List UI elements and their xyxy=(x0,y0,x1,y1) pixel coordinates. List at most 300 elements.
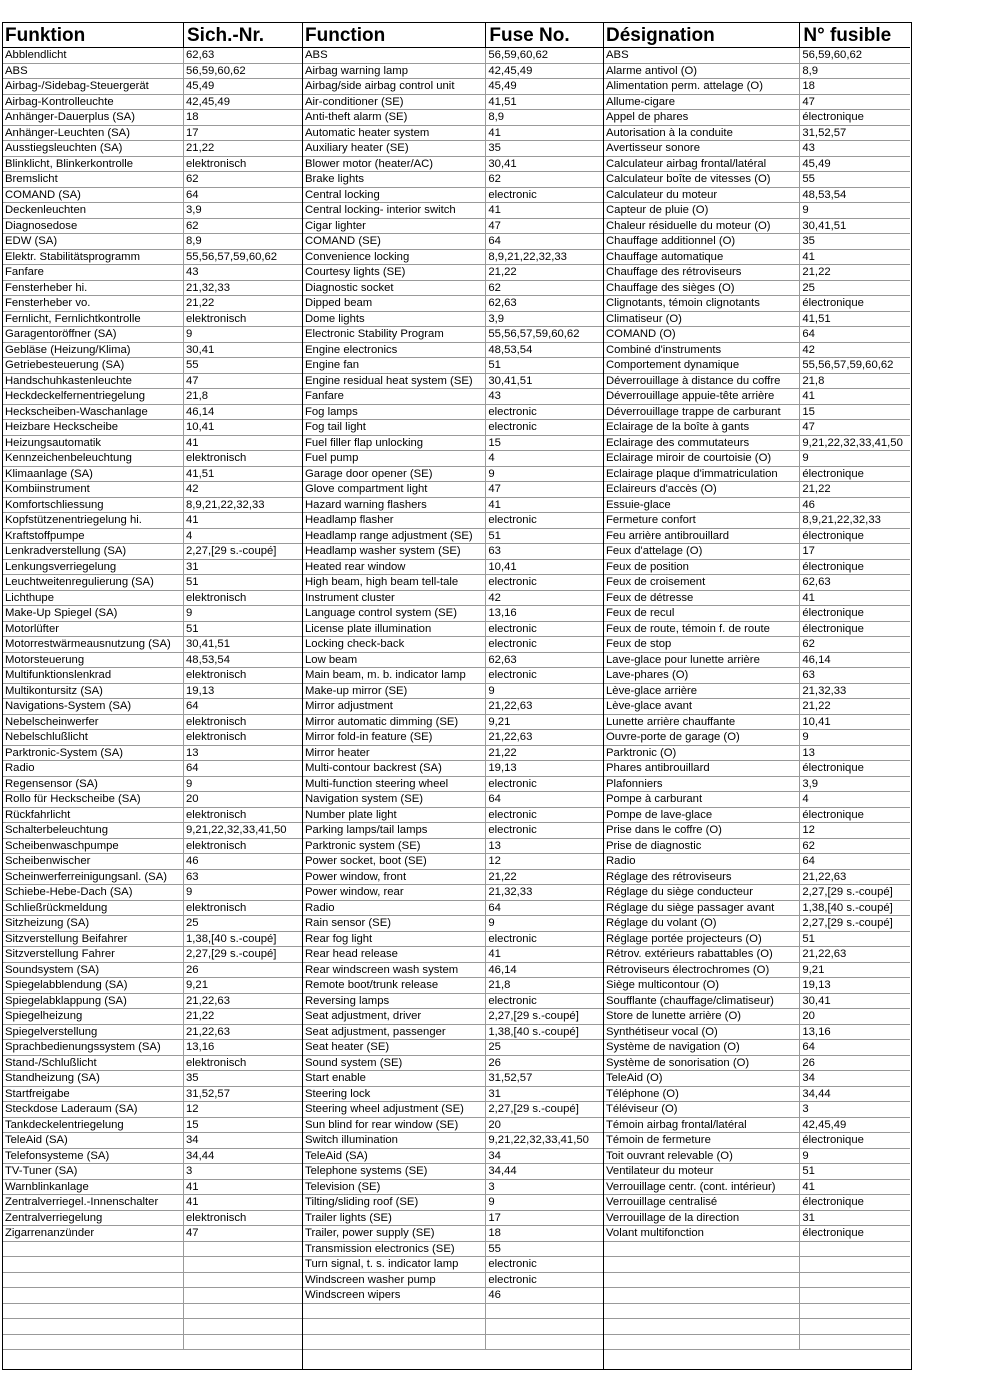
table-row xyxy=(303,715,603,731)
function-cell xyxy=(3,1288,183,1303)
fuse-number-cell xyxy=(183,1288,302,1303)
function-cell: COMAND (O) xyxy=(606,328,676,340)
table-row xyxy=(604,1133,910,1149)
table-row xyxy=(3,358,302,374)
function-cell: Central locking xyxy=(305,188,380,201)
fuse-number-cell: 18 xyxy=(485,1226,603,1241)
fuse-number-cell: 18 xyxy=(183,110,302,125)
fuse-number-cell: électronique xyxy=(799,1195,910,1210)
table-row xyxy=(604,777,910,793)
function-cell: Klimaanlage (SA) xyxy=(5,467,93,480)
fuse-number-cell: 30,41 xyxy=(485,157,603,172)
function-cell: Motorsteuerung xyxy=(5,653,85,666)
fuse-number-cell: 8,9,21,22,32,33 xyxy=(183,498,302,513)
function-cell: Brake lights xyxy=(305,173,365,185)
table-row xyxy=(3,172,302,188)
table-row xyxy=(3,932,302,948)
function-cell: Cigar lighter xyxy=(305,219,366,232)
function-cell: Heated rear window xyxy=(305,560,406,573)
function-cell: Switch illumination xyxy=(305,1134,398,1146)
fuse-number-cell: 13 xyxy=(183,746,302,761)
fuse-number-cell: 46,14 xyxy=(485,963,603,978)
fuse-number-cell xyxy=(799,1273,910,1288)
table-row xyxy=(604,467,910,483)
header-row xyxy=(604,23,910,48)
fuse-number-cell: 41 xyxy=(485,947,603,962)
table-row xyxy=(303,746,603,762)
table-row xyxy=(604,48,910,64)
fuse-number-cell: 64 xyxy=(183,188,302,203)
function-cell: Garage door opener (SE) xyxy=(305,467,433,480)
fuse-number-cell: electronic xyxy=(485,777,603,792)
header-function: Funktion xyxy=(5,25,86,46)
function-cell: Lenkradverstellung (SA) xyxy=(5,545,127,557)
table-row xyxy=(3,126,302,142)
table-row xyxy=(3,1087,302,1103)
function-cell: Sitzverstellung Fahrer xyxy=(5,948,115,960)
table-row xyxy=(604,823,910,839)
function-cell: Start enable xyxy=(305,1072,366,1084)
function-cell: Spiegelabblendung (SA) xyxy=(5,979,128,991)
fuse-number-cell: 41 xyxy=(183,1180,302,1195)
fuse-number-cell: 41,51 xyxy=(183,467,302,482)
table-row xyxy=(303,761,603,777)
table-row xyxy=(604,343,910,359)
function-cell: Anhänger-Leuchten (SA) xyxy=(5,126,130,139)
function-cell: Déverrouillage appuie-tête arrière xyxy=(606,390,775,402)
function-cell: EDW (SA) xyxy=(5,235,58,247)
function-cell: Instrument cluster xyxy=(305,591,395,604)
function-cell: Seat adjustment, driver xyxy=(305,1010,422,1022)
table-row xyxy=(303,343,603,359)
fuse-number-cell: 35 xyxy=(799,234,910,249)
table-row xyxy=(3,699,302,715)
function-cell: Turn signal, t. s. indicator lamp xyxy=(305,1258,459,1270)
function-cell: Zigarrenanzünder xyxy=(5,1227,95,1239)
function-cell: Alarme antivol (O) xyxy=(606,64,698,77)
table-row xyxy=(303,885,603,901)
function-cell: Automatic heater system xyxy=(305,126,430,139)
table-row xyxy=(303,901,603,917)
function-cell: Deckenleuchten xyxy=(5,204,87,216)
table-row xyxy=(604,1211,910,1227)
function-cell: Gebläse (Heizung/Klima) xyxy=(5,343,131,356)
table-row xyxy=(3,1149,302,1165)
function-cell: Chaleur résiduelle du moteur (O) xyxy=(606,219,771,232)
function-cell: Remote boot/trunk release xyxy=(305,979,439,991)
fuse-number-cell: 62,63 xyxy=(183,48,302,63)
fuse-number-cell: 25 xyxy=(799,281,910,296)
function-cell: Verrouillage centr. (cont. intérieur) xyxy=(606,1180,776,1193)
function-cell: Eclairage des commutateurs xyxy=(606,436,750,449)
fuse-number-cell: 25 xyxy=(485,1040,603,1055)
fuse-number-cell: électronique xyxy=(799,1133,910,1148)
fuse-number-cell: 30,41,51 xyxy=(183,637,302,652)
fuse-number-cell: 46 xyxy=(183,854,302,869)
fuse-number-cell: 46 xyxy=(485,1288,603,1303)
table-row xyxy=(303,1257,603,1273)
table-row xyxy=(604,64,910,80)
fuse-number-cell: 46 xyxy=(799,498,910,513)
function-cell: Navigation system (SE) xyxy=(305,793,424,805)
table-row xyxy=(3,1071,302,1087)
function-cell: Heckdeckelfernentriegelung xyxy=(5,390,146,402)
fuse-number-cell: 42 xyxy=(183,482,302,497)
function-cell: Téléphone (O) xyxy=(606,1087,679,1100)
function-cell: Radio xyxy=(606,855,636,867)
table-row xyxy=(604,420,910,436)
function-cell: Glove compartment light xyxy=(305,483,428,495)
function-cell: Fensterheber vo. xyxy=(5,297,91,309)
fuse-number-cell xyxy=(485,1319,603,1334)
table-row xyxy=(3,250,302,266)
table-row xyxy=(604,250,910,266)
table-row xyxy=(303,265,603,281)
function-cell: Engine fan xyxy=(305,359,360,371)
function-cell: Bremslicht xyxy=(5,173,58,185)
fuse-number-cell: 21,22,63 xyxy=(183,994,302,1009)
rows-english xyxy=(303,48,603,1369)
function-cell: Témoin de fermeture xyxy=(606,1134,711,1146)
fuse-number-cell: 34,44 xyxy=(799,1087,910,1102)
table-row xyxy=(303,281,603,297)
fuse-number-cell: elektronisch xyxy=(183,157,302,172)
table-row xyxy=(3,141,302,157)
function-cell: Rear fog light xyxy=(305,932,373,945)
function-cell: Réglage du siège passager avant xyxy=(606,901,775,914)
fuse-number-cell: 21,22,63 xyxy=(183,1025,302,1040)
fuse-number-cell: électronique xyxy=(799,761,910,776)
table-row xyxy=(3,653,302,669)
table-row xyxy=(3,374,302,390)
fuse-number-cell: 4 xyxy=(183,529,302,544)
fuse-number-cell: electronic xyxy=(485,823,603,838)
function-cell: Chauffage des sièges (O) xyxy=(606,281,735,294)
table-row xyxy=(604,234,910,250)
empty-row xyxy=(604,1304,910,1320)
function-cell: Chauffage des rétroviseurs xyxy=(606,266,742,278)
function-cell: Kombiinstrument xyxy=(5,483,90,495)
fuse-number-cell: électronique xyxy=(799,296,910,311)
fuse-number-cell: 51 xyxy=(183,575,302,590)
fuse-number-cell: 47 xyxy=(183,1226,302,1241)
table-row xyxy=(303,653,603,669)
function-cell xyxy=(303,1335,485,1350)
function-cell: Multi-contour backrest (SA) xyxy=(305,762,442,774)
function-cell: Verrouillage de la direction xyxy=(606,1211,740,1224)
function-cell: Radio xyxy=(305,901,335,914)
function-cell: Nebelscheinwerfer xyxy=(5,715,99,728)
table-row xyxy=(604,792,910,808)
fuse-number-cell: 30,41,51 xyxy=(799,219,910,234)
fuse-number-cell: 64 xyxy=(799,327,910,342)
function-cell: Ventilateur du moteur xyxy=(606,1165,714,1177)
function-cell: Sitzheizung (SA) xyxy=(5,917,90,929)
function-cell: Feux de stop xyxy=(606,638,672,650)
function-cell: Fermeture confort xyxy=(606,514,696,526)
table-row xyxy=(604,963,910,979)
function-cell: Chauffage additionnel (O) xyxy=(606,235,736,247)
empty-row xyxy=(604,1288,910,1304)
function-cell: Réglage du volant (O) xyxy=(606,917,717,929)
table-row xyxy=(303,1180,603,1196)
fuse-number-cell: 64 xyxy=(485,234,603,249)
function-cell: Getriebesteuerung (SA) xyxy=(5,359,125,371)
function-cell: Téléviseur (O) xyxy=(606,1103,678,1115)
table-row xyxy=(303,1195,603,1211)
table-row xyxy=(303,870,603,886)
fuse-number-cell: 45,49 xyxy=(485,79,603,94)
table-row xyxy=(604,529,910,545)
table-row xyxy=(604,761,910,777)
fuse-number-cell xyxy=(183,1304,302,1319)
table-row xyxy=(604,1040,910,1056)
table-row xyxy=(604,1056,910,1072)
fuse-number-cell: 31,52,57 xyxy=(485,1071,603,1086)
fuse-number-cell: 35 xyxy=(183,1071,302,1086)
table-row xyxy=(3,343,302,359)
table-row xyxy=(303,1211,603,1227)
fuse-number-cell: 8,9,21,22,32,33 xyxy=(485,250,603,265)
function-cell: Lenkungsverriegelung xyxy=(5,560,117,573)
function-cell: Store de lunette arrière (O) xyxy=(606,1010,741,1022)
fuse-number-cell: elektronisch xyxy=(183,451,302,466)
table-row xyxy=(3,1025,302,1041)
fuse-number-cell: 3,9 xyxy=(799,777,910,792)
function-cell: Nebelschlußlicht xyxy=(5,731,88,743)
empty-row xyxy=(604,1257,910,1273)
function-cell: Essuie-glace xyxy=(606,498,671,511)
function-cell: Radio xyxy=(5,762,35,774)
fuse-number-cell: 41,51 xyxy=(799,312,910,327)
table-row xyxy=(3,978,302,994)
function-cell: Synthétiseur vocal (O) xyxy=(606,1025,718,1038)
function-cell: Autorisation à la conduite xyxy=(606,126,733,139)
fuse-number-cell: 62 xyxy=(485,172,603,187)
table-row xyxy=(604,947,910,963)
table-row xyxy=(303,544,603,560)
fuse-number-cell: 19,13 xyxy=(183,684,302,699)
table-row xyxy=(3,668,302,684)
table-row xyxy=(604,513,910,529)
empty-row xyxy=(3,1319,302,1335)
table-row xyxy=(3,95,302,111)
function-cell xyxy=(604,1335,799,1350)
function-cell: Phares antibrouillard xyxy=(606,762,710,774)
fuse-number-cell: 2,27,[29 s.-coupé] xyxy=(183,947,302,962)
function-cell: Feux de détresse xyxy=(606,591,694,604)
function-cell: Verrouillage centralisé xyxy=(606,1196,718,1208)
function-cell: Fanfare xyxy=(5,266,44,278)
fuse-number-cell: 51 xyxy=(485,358,603,373)
function-cell: Air-conditioner (SE) xyxy=(305,95,404,108)
fuse-number-cell: elektronisch xyxy=(183,715,302,730)
table-row xyxy=(303,436,603,452)
function-cell: Headlamp washer system (SE) xyxy=(305,545,461,557)
fuse-number-cell: 48,53,54 xyxy=(183,653,302,668)
table-row xyxy=(303,358,603,374)
table-row xyxy=(604,653,910,669)
function-cell: Prise dans le coffre (O) xyxy=(606,824,722,836)
fuse-number-cell: 21,22 xyxy=(799,699,910,714)
function-cell: Steering wheel adjustment (SE) xyxy=(305,1103,464,1115)
function-cell: Réglage du siège conducteur xyxy=(606,886,753,898)
fuse-number-cell: 2,27,[29 s.-coupé] xyxy=(485,1102,603,1117)
function-cell: Anhänger-Dauerplus (SA) xyxy=(5,111,135,123)
fuse-number-cell: 43 xyxy=(485,389,603,404)
function-cell: Elektr. Stabilitätsprogramm xyxy=(5,250,140,263)
table-row xyxy=(303,1226,603,1242)
function-cell: Number plate light xyxy=(305,808,397,821)
table-row xyxy=(3,854,302,870)
table-row xyxy=(604,699,910,715)
function-cell: Avertisseur sonore xyxy=(606,142,700,154)
function-cell: Volant multifonction xyxy=(606,1227,704,1239)
table-row xyxy=(604,482,910,498)
fuse-number-cell: 1,38,[40 s.-coupé] xyxy=(799,901,910,916)
function-cell: ABS xyxy=(606,49,629,61)
table-row xyxy=(604,854,910,870)
fuse-number-cell xyxy=(799,1257,910,1272)
fuse-number-cell: 21,22 xyxy=(485,746,603,761)
fuse-number-cell: electronic xyxy=(485,668,603,683)
table-row xyxy=(604,544,910,560)
table-row xyxy=(3,885,302,901)
function-cell: Schiebe-Hebe-Dach (SA) xyxy=(5,886,133,898)
fuse-number-cell: electronic xyxy=(485,1257,603,1272)
fuse-number-cell: 21,22 xyxy=(183,141,302,156)
function-cell: Auxiliary heater (SE) xyxy=(305,142,409,154)
function-cell: Engine electronics xyxy=(305,343,398,356)
function-cell: Parktronic system (SE) xyxy=(305,839,421,852)
empty-row xyxy=(303,1304,603,1320)
fuse-number-cell: 21,22,63 xyxy=(799,947,910,962)
table-row xyxy=(3,870,302,886)
table-row xyxy=(3,1226,302,1242)
table-row xyxy=(3,1180,302,1196)
function-cell xyxy=(604,1242,799,1257)
fuse-number-cell: elektronisch xyxy=(183,901,302,916)
fuse-number-cell xyxy=(799,1304,910,1319)
function-cell: Zentralverriegel.-Innenschalter xyxy=(5,1196,159,1208)
table-row xyxy=(303,1056,603,1072)
function-cell: Mirror fold-in feature (SE) xyxy=(305,731,433,743)
fuse-number-cell: 42,45,49 xyxy=(183,95,302,110)
function-cell: Mirror heater xyxy=(305,746,370,759)
function-cell: Warnblinkanlage xyxy=(5,1180,89,1193)
table-row xyxy=(303,994,603,1010)
function-cell xyxy=(303,1319,485,1334)
function-cell: Anti-theft alarm (SE) xyxy=(305,111,408,123)
table-row xyxy=(604,1102,910,1118)
fuse-number-cell: 62,63 xyxy=(799,575,910,590)
table-row xyxy=(303,141,603,157)
function-cell: Kennzeichenbeleuchtung xyxy=(5,452,132,464)
fuse-number-cell: 9,21 xyxy=(799,963,910,978)
table-row xyxy=(604,901,910,917)
function-cell: Engine residual heat system (SE) xyxy=(305,374,473,387)
fuse-number-cell: 8,9 xyxy=(485,110,603,125)
table-row xyxy=(604,839,910,855)
fuse-number-cell: 62 xyxy=(799,839,910,854)
table-row xyxy=(604,808,910,824)
function-cell: Steering lock xyxy=(305,1087,371,1100)
table-row xyxy=(303,498,603,514)
function-cell: Dome lights xyxy=(305,312,365,325)
function-cell: TeleAid (O) xyxy=(606,1072,663,1084)
table-row xyxy=(3,1040,302,1056)
function-cell: Tankdeckelentriegelung xyxy=(5,1118,124,1131)
table-row xyxy=(303,1149,603,1165)
function-cell: Convenience locking xyxy=(305,250,410,263)
empty-row xyxy=(3,1273,302,1289)
fuse-number-cell: 62 xyxy=(799,637,910,652)
fuse-number-cell: 30,41,51 xyxy=(485,374,603,389)
function-cell: Blower motor (heater/AC) xyxy=(305,157,434,170)
fuse-number-cell: 55 xyxy=(485,1242,603,1257)
fuse-number-cell: 56,59,60,62 xyxy=(183,64,302,79)
table-row xyxy=(604,684,910,700)
function-cell: Appel de phares xyxy=(606,111,689,123)
function-cell: Lave-phares (O) xyxy=(606,669,689,681)
table-row xyxy=(3,203,302,219)
function-cell: Rollo für Heckscheibe (SA) xyxy=(5,793,141,805)
fuse-number-cell: 12 xyxy=(485,854,603,869)
fuse-number-cell: elektronisch xyxy=(183,808,302,823)
function-cell: Handschuhkastenleuchte xyxy=(5,374,132,387)
fuse-number-cell: 2,27,[29 s.-coupé] xyxy=(183,544,302,559)
function-cell: Leuchtweitenregulierung (SA) xyxy=(5,576,154,588)
fuse-number-cell: 18 xyxy=(799,79,910,94)
fuse-number-cell: électronique xyxy=(799,606,910,621)
function-cell: Airbag-/Sidebag-Steuergerät xyxy=(5,80,149,92)
table-row xyxy=(604,606,910,622)
function-cell: Eclaireurs d'accès (O) xyxy=(606,483,717,495)
table-row xyxy=(303,684,603,700)
function-cell: Trailer, power supply (SE) xyxy=(305,1227,435,1239)
fuse-table xyxy=(2,22,912,1370)
fuse-number-cell: 9,21,22,32,33,41,50 xyxy=(485,1133,603,1148)
table-row xyxy=(3,730,302,746)
fuse-number-cell: 48,53,54 xyxy=(485,343,603,358)
table-row xyxy=(604,498,910,514)
fuse-number-cell: elektronisch xyxy=(183,730,302,745)
function-cell: Telefonsysteme (SA) xyxy=(5,1149,110,1162)
function-cell: Système de sonorisation (O) xyxy=(606,1056,750,1069)
fuse-number-cell: 9 xyxy=(799,451,910,466)
table-row xyxy=(3,839,302,855)
function-cell: Spiegelheizung xyxy=(5,1010,83,1022)
table-row xyxy=(604,451,910,467)
function-cell: Plafonniers xyxy=(606,777,663,790)
table-row xyxy=(3,64,302,80)
table-row xyxy=(303,1087,603,1103)
table-row xyxy=(3,947,302,963)
fuse-number-cell: 34 xyxy=(183,1133,302,1148)
function-cell: Fernlicht, Fernlichtkontrolle xyxy=(5,312,141,325)
fuse-number-cell: 25 xyxy=(183,916,302,931)
function-cell: Windscreen wipers xyxy=(305,1289,401,1301)
empty-row xyxy=(604,1273,910,1289)
fuse-number-cell: 9 xyxy=(485,684,603,699)
table-row xyxy=(303,219,603,235)
function-cell: Blinklicht, Blinkerkontrolle xyxy=(5,157,134,170)
fuse-number-cell: 62,63 xyxy=(485,296,603,311)
table-row xyxy=(604,110,910,126)
table-row xyxy=(3,219,302,235)
table-row xyxy=(3,48,302,64)
function-cell: Feux de position xyxy=(606,560,689,573)
